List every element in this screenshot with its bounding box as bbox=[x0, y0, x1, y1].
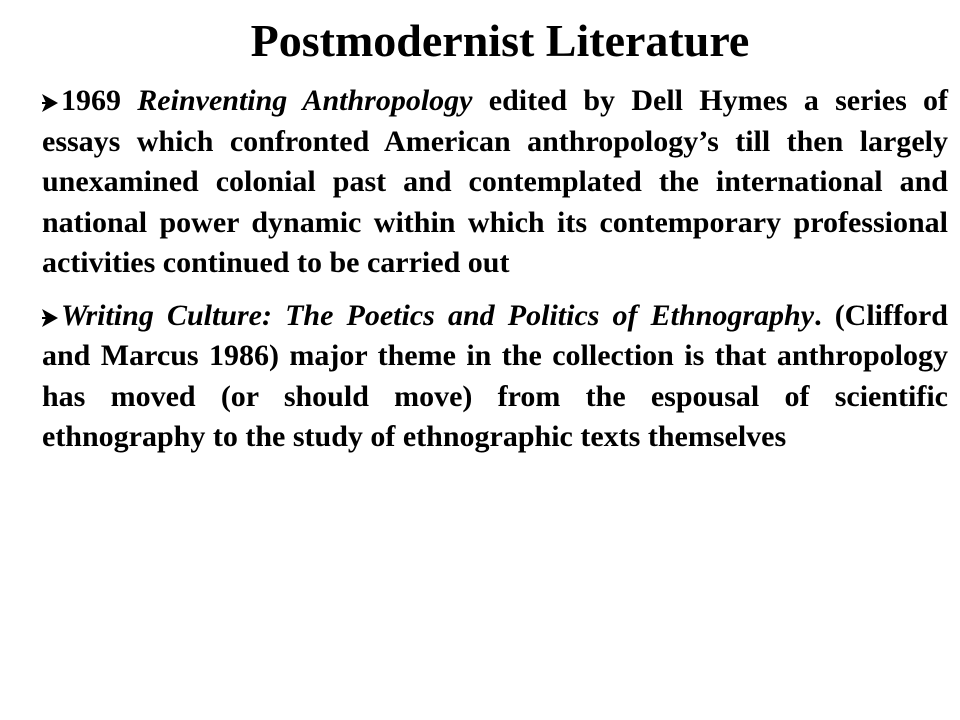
bullet-text: . (Clifford and Marcus 1986) major theme in the collection is that anthropology has moved (or should move) from the espousal of scientific ethnography to the study of ethnographic texts themselves bbox=[42, 298, 948, 453]
book-title: Writing Culture: The Poetics and Politics of Ethnography bbox=[61, 298, 815, 332]
arrowhead-bullet-icon bbox=[42, 307, 60, 325]
arrowhead-bullet-icon bbox=[42, 92, 60, 110]
bullet-item-reinventing-anthropology bbox=[42, 81, 948, 284]
bullet-list bbox=[42, 81, 948, 470]
bullet-text: edited by Dell Hymes a series of essays which confronted American anthropology’s till then largely unexamined colonial past and contemplated the international and national power dynamic within which its contemporary professional activities continued to be carried out bbox=[42, 84, 949, 279]
slide-title: Postmodernist Literature bbox=[250, 15, 750, 66]
book-title: Reinventing Anthropology bbox=[137, 84, 473, 117]
bullet-year: 1969 bbox=[61, 84, 121, 117]
bullet-item-writing-culture bbox=[42, 296, 948, 458]
